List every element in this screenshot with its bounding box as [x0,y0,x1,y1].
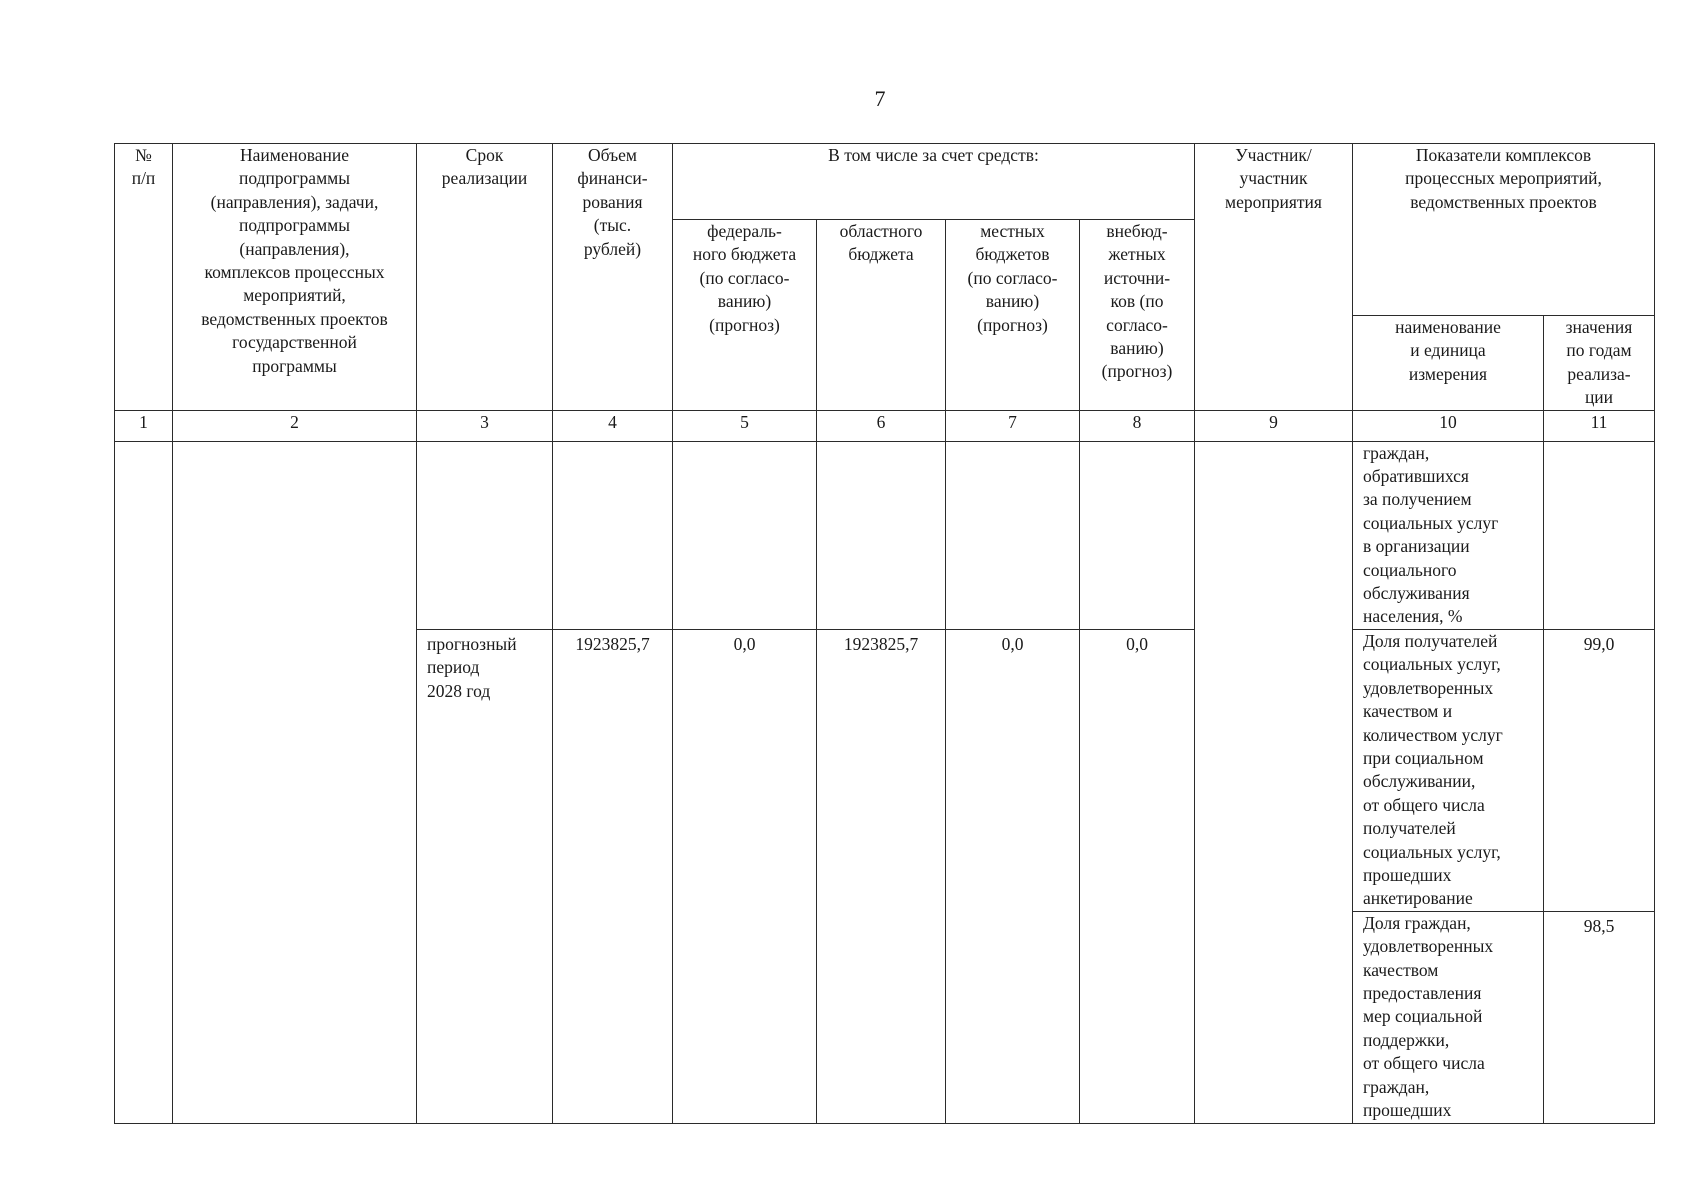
header-participant: Участник/ участник мероприятия [1195,144,1353,411]
federal-cell-empty [673,441,817,629]
indicator-value-cell: 98,5 [1544,911,1655,1123]
column-number: 1 [115,410,173,441]
header-indicator-name: наименование и единица измерения [1353,316,1544,411]
column-number: 5 [673,410,817,441]
total-cell-empty [553,441,673,629]
header-row-number: № п/п [115,144,173,411]
subprogram-name-cell [173,441,417,1123]
header-local-budgets: местных бюджетов (по согласо- ванию) (прогноз) [946,220,1080,411]
header-extrabudget-sources: внебюд- жетных источни- ков (по согласо- ванию) (прогноз) [1080,220,1195,411]
participant-cell [1195,441,1353,1123]
page-number: 7 [874,86,886,111]
indicator-value-cell: 99,0 [1544,629,1655,911]
table-row [115,441,1655,629]
column-number: 2 [173,410,417,441]
local-budgets-cell: 0,0 [946,629,1080,1123]
total-funding-cell: 1923825,7 [553,629,673,1123]
local-cell-empty [946,441,1080,629]
header-period: Срок реализации [417,144,553,411]
column-number: 4 [553,410,673,441]
indicator-value-cell [1544,441,1655,629]
row-number-cell [115,441,173,1123]
period-cell-empty [417,441,553,629]
header-subprogram-name: Наименование подпрограммы (направления), задачи, подпрограммы (направления), комплексов процессных мероприятий, ведомственных проектов государственной программы [173,144,417,411]
header-indicators-group: Показатели комплексов процессных мероприятий, ведомственных проектов [1353,144,1655,316]
column-number: 9 [1195,410,1353,441]
indicator-name-cell: Доля граждан, удовлетворенных качеством предоставления мер социальной поддержки, от общего числа граждан, прошедших [1353,911,1544,1123]
header-federal-budget: федераль- ного бюджета (по согласо- ванию) (прогноз) [673,220,817,411]
federal-budget-cell: 0,0 [673,629,817,1123]
column-number: 11 [1544,410,1655,441]
extrabudget-cell-empty [1080,441,1195,629]
regional-cell-empty [817,441,946,629]
header-funds-group: В том числе за счет средств: [673,144,1195,220]
regional-budget-cell: 1923825,7 [817,629,946,1123]
extrabudget-cell: 0,0 [1080,629,1195,1123]
column-number: 7 [946,410,1080,441]
column-number: 3 [417,410,553,441]
header-indicator-values: значения по годам реализа- ции [1544,316,1655,411]
header-total-funding: Объем финанси- рования (тыс. рублей) [553,144,673,411]
column-number: 8 [1080,410,1195,441]
column-number: 6 [817,410,946,441]
program-table [114,143,1655,1124]
indicator-name-cell: граждан, обратившихся за получением социальных услуг в организации социального обслуживания населения, % [1353,441,1544,629]
column-numbers-row [115,410,1655,441]
indicator-name-cell: Доля получателей социальных услуг, удовлетворенных качеством и количеством услуг при социальном обслуживании, от общего числа получателей социальных услуг, прошедших анкетирование [1353,629,1544,911]
period-cell: прогнозный период 2028 год [417,629,553,1123]
column-number: 10 [1353,410,1544,441]
header-regional-budget: областного бюджета [817,220,946,411]
